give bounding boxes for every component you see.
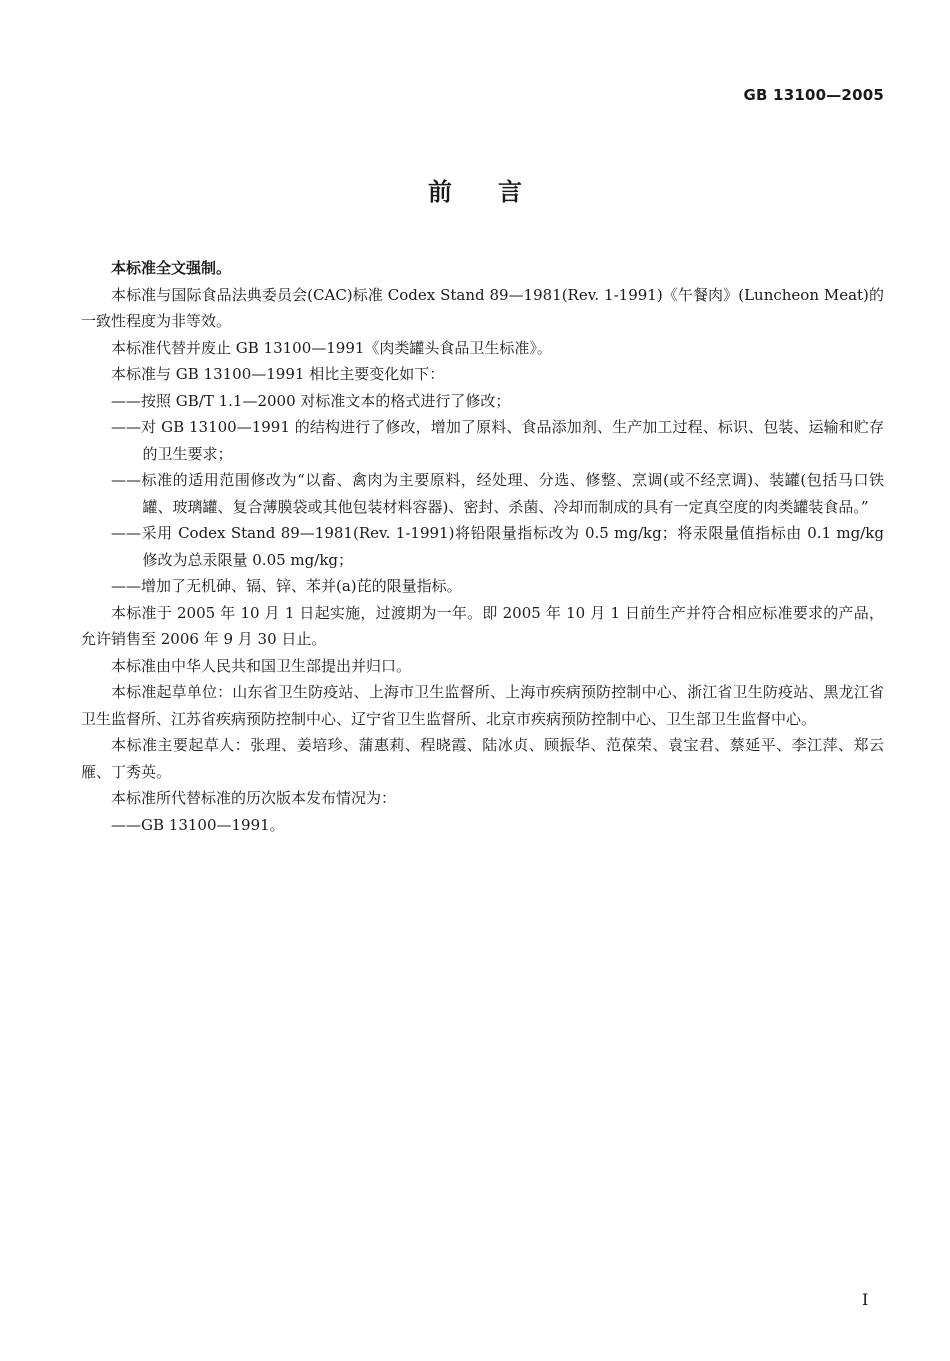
page-title: 前言 bbox=[428, 178, 568, 206]
history-item: ——GB 13100—1991。 bbox=[111, 815, 285, 834]
page-number: I bbox=[862, 1290, 869, 1309]
paragraph-mandatory: 本标准全文强制。 bbox=[111, 259, 232, 277]
paragraph-drafting-units: 本标准起草单位：山东省卫生防疫站、上海市卫生监督所、上海市疾病预防控制中心、浙江省卫生防疫站、黑龙江省卫生监督所、江苏省疾病预防控制中心、辽宁省卫生监督所、北京市疾病预防控制中心、卫生部卫生监督中心。 bbox=[81, 683, 884, 728]
change-item-limits: ——采用 Codex Stand 89—1981(Rev. 1-1991)将铅限量指标改为 0.5 mg/kg；将汞限量值指标由 0.1 mg/kg 修改为总汞限量 0.05 mg/kg； bbox=[111, 524, 884, 569]
paragraph-proposer: 本标准由中华人民共和国卫生部提出并归口。 bbox=[111, 656, 412, 675]
change-item-structure: ——对 GB 13100—1991 的结构进行了修改，增加了原料、食品添加剂、生产加工过程、标识、包装、运输和贮存的卫生要求； bbox=[111, 418, 884, 463]
change-item-new-limits: ——增加了无机砷、镉、锌、苯并(a)芘的限量指标。 bbox=[111, 577, 462, 595]
paragraph-drafters: 本标准主要起草人：张理、姜培珍、蒲惠莉、程晓霞、陆冰贞、顾振华、范葆荣、袁宝君、蔡延平、李江萍、郑云雁、丁秀英。 bbox=[81, 736, 884, 781]
paragraph-history-intro: 本标准所代替标准的历次版本发布情况为： bbox=[111, 789, 397, 807]
paragraph-effective-date: 本标准于 2005 年 10 月 1 日起实施，过渡期为一年。即 2005 年 10 月 1 日前生产并符合相应标准要求的产品，允许销售至 2006 年 9 月 30 日止。 bbox=[81, 603, 884, 648]
standard-code: GB 13100—2005 bbox=[743, 86, 884, 104]
paragraph-changes-intro: 本标准与 GB 13100—1991 相比主要变化如下： bbox=[111, 365, 445, 383]
document-body bbox=[81, 255, 884, 838]
paragraph-consistency: 本标准与国际食品法典委员会(CAC)标准 Codex Stand 89—1981(Rev. 1-1991)《午餐肉》(Luncheon Meat)的一致性程度为非等效。 bbox=[81, 285, 884, 330]
change-item-format: ——按照 GB/T 1.1—2000 对标准文本的格式进行了修改； bbox=[111, 391, 511, 410]
paragraph-replaces: 本标准代替并废止 GB 13100—1991《肉类罐头食品卫生标准》。 bbox=[111, 338, 552, 357]
change-item-scope: ——标准的适用范围修改为“以畜、禽肉为主要原料，经处理、分选、修整、烹调(或不经烹调)、装罐(包括马口铁罐、玻璃罐、复合薄膜袋或其他包装材料容器)、密封、杀菌、冷却而制成的具有一定真空度的肉类罐装食品。” bbox=[111, 471, 884, 516]
